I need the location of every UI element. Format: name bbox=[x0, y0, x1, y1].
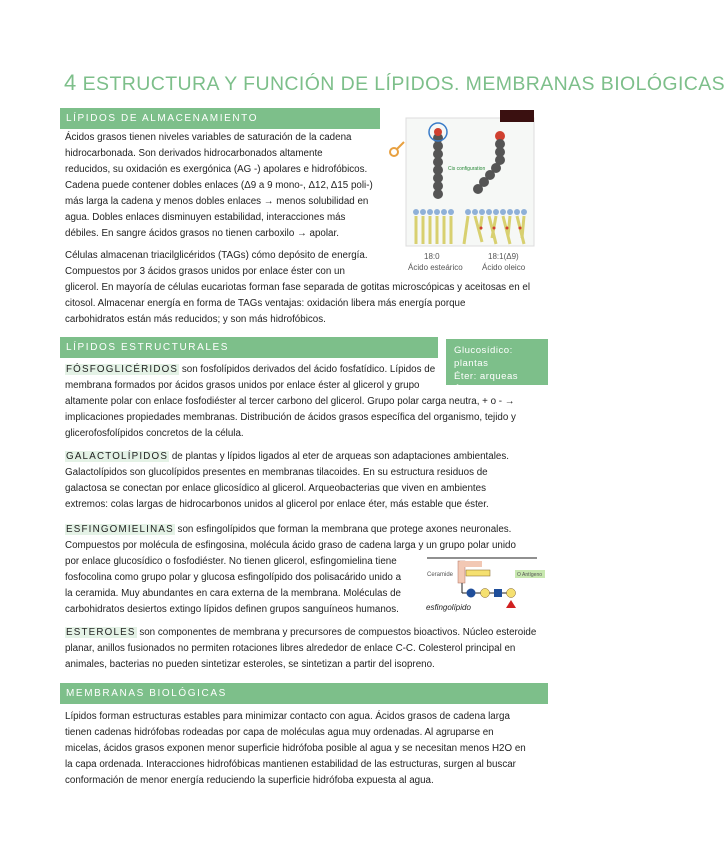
line-text: la capa ordenada. Interacciones hidrofóbicas mantienen estabilidad de las estructuras, surgen al buscar bbox=[65, 759, 516, 770]
paragraph-phosphoglycerides bbox=[65, 362, 516, 442]
line-text: extremos: colas largas de hidrocarbonos unidos al glicerol por enlace éter, más estable que éster. bbox=[65, 499, 489, 510]
line-text: Células almacenan triacilglicéridos (TAGs) cómo depósito de energía. bbox=[65, 250, 368, 261]
text-line bbox=[65, 709, 526, 725]
text-line bbox=[65, 657, 536, 673]
line-text: agua. Dobles enlaces disminuyen estabilidad, interacciones más bbox=[65, 212, 346, 223]
highlighted-term: GALACTOLÍPIDOS bbox=[66, 451, 169, 462]
line-text: glicerofosfolípidos concretos de la célula. bbox=[65, 428, 244, 439]
line-text: tienen cadenas hidrófobas rodeadas por capa de moléculas agua muy ordenadas. Al agruparse en bbox=[65, 727, 494, 738]
line-text: citosol. Almacenar energía en forma de TAGs ventajas: oxidación libera más energía porque bbox=[65, 298, 466, 309]
line-text: la ceramida. Muy abundantes en cara externa de la membrana. Moléculas de bbox=[65, 588, 402, 599]
text-line bbox=[65, 465, 509, 481]
antigen-label: O Antígeno bbox=[517, 572, 543, 578]
line-text: glicerol. En mayoría de células eucariotas forman fase separada de gotitas microscópicas y aceitosas en el bbox=[65, 282, 531, 293]
text-line bbox=[65, 757, 526, 773]
line-text: carbohidratos desiertos extingo lípidos definen grupos sanguíneos humanos. bbox=[65, 604, 399, 615]
section-heading-storage-lipids: LÍPIDOS DE ALMACENAMIENTO bbox=[60, 108, 380, 129]
line-text: son esfingolípidos que forman la membrana que protege axones neuronales. bbox=[174, 524, 512, 535]
line-text: membrana formados por ácidos grasos unidos por enlace éster al glicerol y grupo bbox=[65, 380, 420, 391]
stearic-name: Ácido esteárico bbox=[408, 263, 463, 272]
line-text: fosfocolina como grupo polar y glucosa esfingolípido dos polisacárido unido a bbox=[65, 572, 402, 583]
handwritten-note: esfingolípido bbox=[426, 603, 471, 612]
paragraph-membranes bbox=[65, 709, 526, 789]
page-title bbox=[64, 70, 725, 96]
line-text: Compuestos por 3 ácidos grasos unidos por enlace éster con un bbox=[65, 266, 345, 277]
text-line bbox=[65, 741, 526, 757]
figure-panel bbox=[406, 118, 534, 246]
text-line bbox=[65, 296, 530, 312]
oleic-code: 18:1(Δ9) bbox=[488, 252, 519, 261]
paragraph-fatty-acids bbox=[65, 130, 373, 242]
line-text: débiles. En sangre ácidos grasos no tienen carboxilo → apolar. bbox=[65, 228, 339, 239]
key-icon bbox=[390, 148, 398, 156]
highlighted-term: ESTEROLES bbox=[66, 627, 136, 638]
highlighted-term: ESFINGOMIELINAS bbox=[66, 524, 174, 535]
fatty-acid-figure bbox=[388, 108, 550, 273]
text-line bbox=[65, 394, 516, 410]
text-line bbox=[65, 426, 516, 442]
line-text: implicaciones propiedades membranas. Distribución de ácidos grasos específica del organismo, tejido y bbox=[65, 412, 516, 423]
text-line bbox=[65, 522, 516, 538]
line-text: son componentes de membrana y precursores de compuestos bioactivos. Núcleo esteroide bbox=[136, 627, 537, 638]
stearic-code: 18:0 bbox=[424, 252, 440, 261]
line-text: galactosa se conectan por enlace glicosídico al glicerol. Arqueobacterias que viven en ambientes bbox=[65, 483, 486, 494]
line-text: Compuestos por molécula de esfingosina, molécula ácido graso de cadena larga y un grupo polar unido bbox=[65, 540, 516, 551]
line-text: Galactolípidos son glucolípidos presentes en membranas tilacoides. En su estructura residuos de bbox=[65, 467, 488, 478]
line-text: son fosfolípidos derivados del ácido fosfatídico. Lípidos de bbox=[179, 364, 436, 375]
line-text: Lípidos forman estructuras estables para minimizar contacto con agua. Ácidos grasos de cadena larga bbox=[65, 711, 510, 722]
line-text: por enlace glucosídico o fosfodiéster. No tienen glicerol, esfingomielina tiene bbox=[65, 556, 397, 567]
line-text: planar, anillos fusionados no permiten rotaciones libres alrededor de enlace C-C. Colesterol principal en bbox=[65, 643, 516, 654]
section-heading-structural-lipids: LÍPIDOS ESTRUCTURALES bbox=[60, 337, 438, 358]
paragraph-galactolipids bbox=[65, 449, 509, 513]
line-text: carbohidratos están más reducidos; y son más hidrofóbicos. bbox=[65, 314, 326, 325]
text-line bbox=[65, 210, 373, 226]
text-line bbox=[65, 162, 373, 178]
line-text: animales, bacterias no pueden sintetizar esteroles, se sintetizan a partir del isopreno. bbox=[65, 659, 435, 670]
text-line bbox=[65, 449, 509, 465]
text-line bbox=[65, 178, 373, 194]
line-text: altamente polar con enlace fosfodiéster al tercer carbono del glicerol. Grupo polar carga neutra, + o - → bbox=[65, 396, 515, 407]
line-text: Ácidos grasos tienen niveles variables de saturación de la cadena bbox=[65, 132, 352, 143]
line-text: de plantas y lípidos ligados al eter de arqueas son adaptaciones ambientales. bbox=[169, 451, 509, 462]
note-line: Éter: arqueas bbox=[454, 371, 519, 382]
line-text: conformación de menor energía reduciendo la superficie hidrófoba expuesta al agua. bbox=[65, 775, 434, 786]
text-line bbox=[65, 410, 516, 426]
micrograph-thumb bbox=[500, 110, 534, 122]
note-line: Glucosídico: plantas bbox=[454, 345, 513, 369]
text-line bbox=[65, 146, 373, 162]
text-line bbox=[65, 497, 509, 513]
line-text: micelas, ácidos grasos exponen menor superficie hidrófoba posible al agua y se necesitan menos H2O en bbox=[65, 743, 526, 754]
text-line bbox=[65, 773, 526, 789]
chapter-title: ESTRUCTURA Y FUNCIÓN DE LÍPIDOS. MEMBRANAS BIOLÓGICAS bbox=[82, 73, 725, 95]
highlighted-term: FÓSFOGLICÉRIDOS bbox=[66, 364, 179, 375]
text-line bbox=[65, 362, 516, 378]
text-line bbox=[65, 226, 373, 242]
sphingolipid-figure bbox=[425, 556, 550, 616]
oleic-name: Ácido oleico bbox=[482, 263, 526, 272]
text-line bbox=[65, 481, 509, 497]
line-text: más larga la cadena y menos dobles enlaces → menos solubilidad en bbox=[65, 196, 369, 207]
line-text: Cadena puede contener dobles enlaces (Δ9 a 9 mono-, Δ12, Δ15 poli-) bbox=[65, 180, 373, 191]
text-line bbox=[65, 625, 536, 641]
figure-annotation: Cis configuration bbox=[448, 166, 486, 172]
text-line bbox=[65, 538, 516, 554]
line-text: reducidos, su oxidación es exergónica (AG -) apolares e hidrofóbicos. bbox=[65, 164, 368, 175]
ceramide-label: Ceramide bbox=[427, 572, 454, 578]
text-line bbox=[65, 725, 526, 741]
text-line bbox=[65, 130, 373, 146]
note-line: Éster: animal bbox=[454, 384, 517, 395]
text-line bbox=[65, 194, 373, 210]
line-text: hidrocarbonada. Son derivados hidrocarbonados altamente bbox=[65, 148, 323, 159]
paragraph-sterols bbox=[65, 625, 536, 673]
section-heading-biological-membranes: MEMBRANAS BIOLÓGICAS bbox=[60, 683, 548, 704]
text-line bbox=[65, 280, 530, 296]
text-line bbox=[65, 378, 516, 394]
text-line bbox=[65, 641, 536, 657]
text-line bbox=[65, 312, 530, 328]
chapter-number: 4 bbox=[64, 70, 77, 95]
